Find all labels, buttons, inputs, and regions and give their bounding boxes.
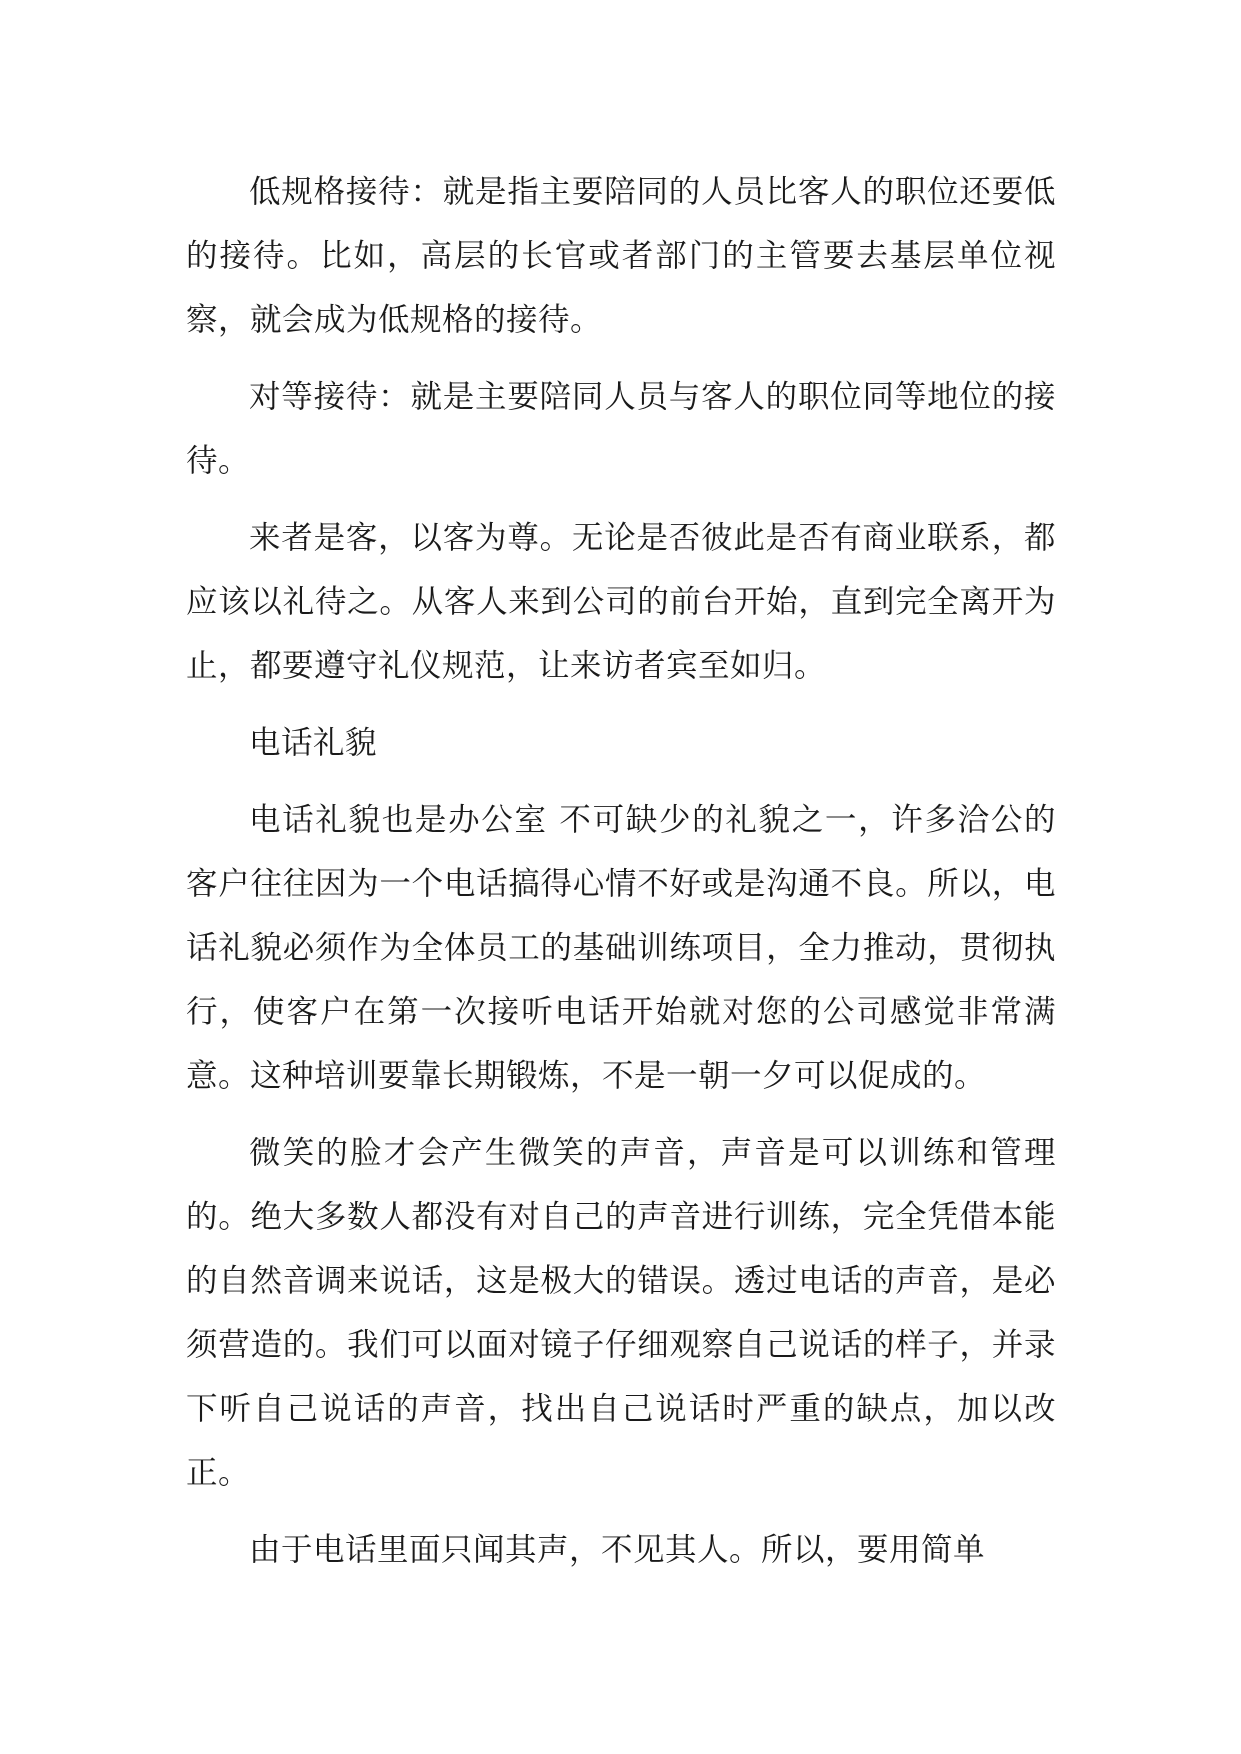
paragraph-phone-voice-only: 由于电话里面只闻其声，不见其人。所以，要用简单 <box>249 1532 986 1568</box>
section-heading-phone-etiquette: 电话礼貌 <box>249 725 378 761</box>
paragraph-low-level-reception: 低规格接待：就是指主要陪同的人员比客人的职位还要低的接待。比如，高层的长官或者部门的主管要去基层单位视察，就会成为低规格的接待。 <box>186 174 1056 338</box>
paragraph-phone-etiquette: 电话礼貌也是办公室 不可缺少的礼貌之一，许多洽公的客户往往因为一个电话搞得心情不好或是沟通不良。所以，电话礼貌必须作为全体员工的基础训练项目，全力推动，贯彻执行，使客户在第一次接听电话开始就对您的公司感觉非常满意。这种培训要靠长期锻炼，不是一朝一夕可以促成的。 <box>186 802 1056 1094</box>
paragraph-smiling-voice: 微笑的脸才会产生微笑的声音，声音是可以训练和管理的。绝大多数人都没有对自己的声音进行训练，完全凭借本能的自然音调来说话，这是极大的错误。透过电话的声音，是必须营造的。我们可以面对镜子仔细观察自己说话的样子，并录下听自己说话的声音，找出自己说话时严重的缺点，加以改正。 <box>186 1135 1056 1491</box>
paragraph-guest-respect: 来者是客，以客为尊。无论是否彼此是否有商业联系，都应该以礼待之。从客人来到公司的前台开始，直到完全离开为止，都要遵守礼仪规范，让来访者宾至如归。 <box>186 520 1056 684</box>
document-body <box>186 160 1056 1595</box>
paragraph-equal-reception: 对等接待：就是主要陪同人员与客人的职位同等地位的接待。 <box>186 379 1056 479</box>
